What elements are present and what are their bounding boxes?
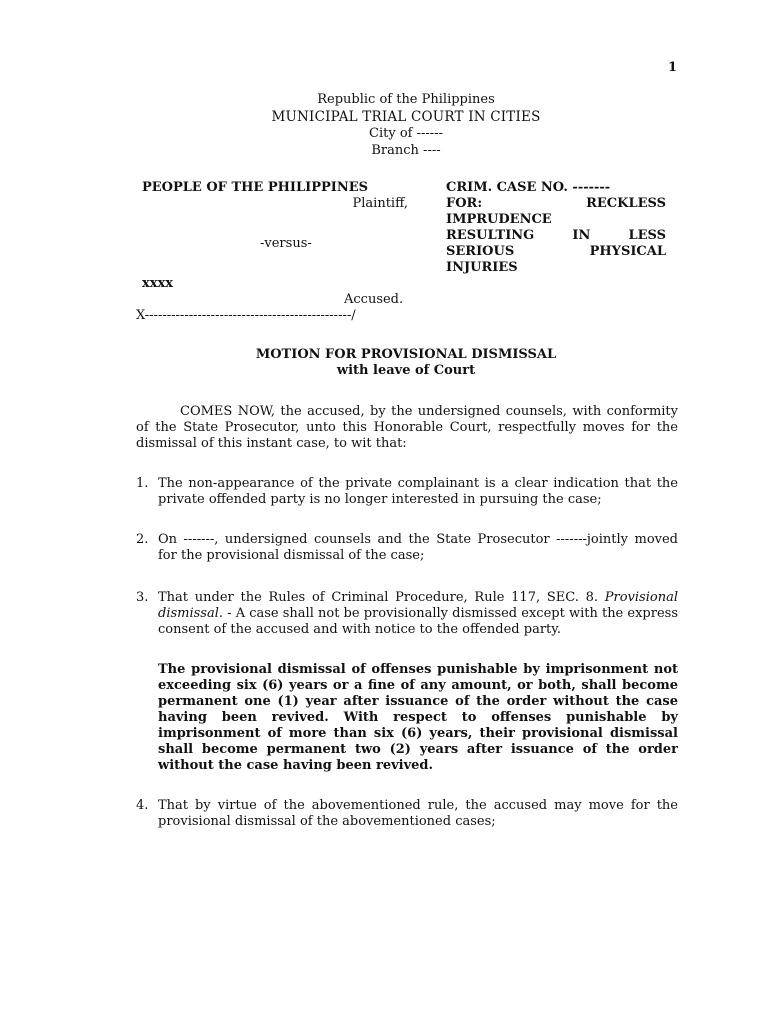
plaintiff-role: Plaintiff, — [352, 196, 408, 211]
accused-role: Accused. — [344, 292, 404, 307]
item-text — [158, 590, 678, 638]
item-text: That by virtue of the abovementioned rule, the accused may move for the provisional dismissal of the abovementioned cases; — [158, 798, 678, 829]
case-details — [446, 180, 666, 276]
intro-paragraph — [136, 404, 678, 452]
title-main: MOTION FOR PROVISIONAL DISMISSAL — [255, 347, 557, 362]
item-number: 2. — [136, 532, 149, 547]
item-number: 4. — [136, 798, 149, 813]
accused-name: xxxx — [142, 276, 174, 291]
item-text-before: That under the Rules of Criminal Procedure, Rule 117, SEC. 8. — [158, 590, 605, 605]
offense-line-3: RESULTING IN LESS — [446, 228, 666, 243]
quoted-rule: The provisional dismissal of offenses punishable by imprisonment not exceeding six (6) years or a fine of any amount, or both, shall become permanent one (1) year after issuance of the order without the case having been revived. With respect to offenses punishable by imprisonment of more than six (6) years, their provisional dismissal shall become permanent two (2) years after issuance of the order without the case having been revived. — [158, 662, 678, 773]
offense-line-2: IMPRUDENCE — [446, 212, 552, 227]
caption-parties — [142, 180, 408, 212]
court-header — [0, 92, 768, 160]
intro-text: COMES NOW, the accused, by the undersigned counsels, with conformity of the State Prosecutor, unto this Honorable Court, respectfully moves for the dismissal of this instant case, to wit that: — [136, 404, 678, 451]
for-label: FOR: — [446, 196, 483, 211]
plaintiff-name: PEOPLE OF THE PHILIPPINES — [142, 180, 369, 195]
versus-label: -versus- — [260, 236, 312, 251]
list-item — [136, 590, 678, 638]
caption-divider: X-----------------------------------------------/ — [136, 308, 356, 323]
document-title — [0, 347, 768, 379]
item-number: 3. — [136, 590, 149, 605]
page-number: 1 — [668, 60, 678, 75]
item-text: On -------, undersigned counsels and the State Prosecutor -------jointly moved for the provisional dismissal of the case; — [158, 532, 678, 563]
header-city: City of ------ — [369, 126, 443, 141]
item-text-after: - A case shall not be provisionally dismissed except with the express consent of the accused and with notice to the offended party. — [158, 606, 678, 637]
case-number: CRIM. CASE NO. ------- — [446, 180, 611, 195]
item-text: The non-appearance of the private complainant is a clear indication that the private offended party is no longer interested in pursuing the case; — [158, 476, 678, 507]
list-item — [136, 798, 678, 830]
list-item — [136, 532, 678, 564]
title-sub: with leave of Court — [336, 363, 476, 378]
header-republic: Republic of the Philippines — [317, 92, 495, 107]
header-branch: Branch ---- — [371, 143, 441, 158]
offense-line-1 — [446, 196, 666, 212]
list-item — [136, 476, 678, 508]
offense-word-1: RECKLESS — [586, 196, 666, 211]
offense-line-5: INJURIES — [446, 260, 518, 275]
header-court: MUNICIPAL TRIAL COURT IN CITIES — [271, 109, 541, 125]
offense-line-4: SERIOUS PHYSICAL — [446, 244, 666, 259]
item-number: 1. — [136, 476, 149, 491]
item-text-italic: Provisional dismissal. — [158, 590, 678, 621]
